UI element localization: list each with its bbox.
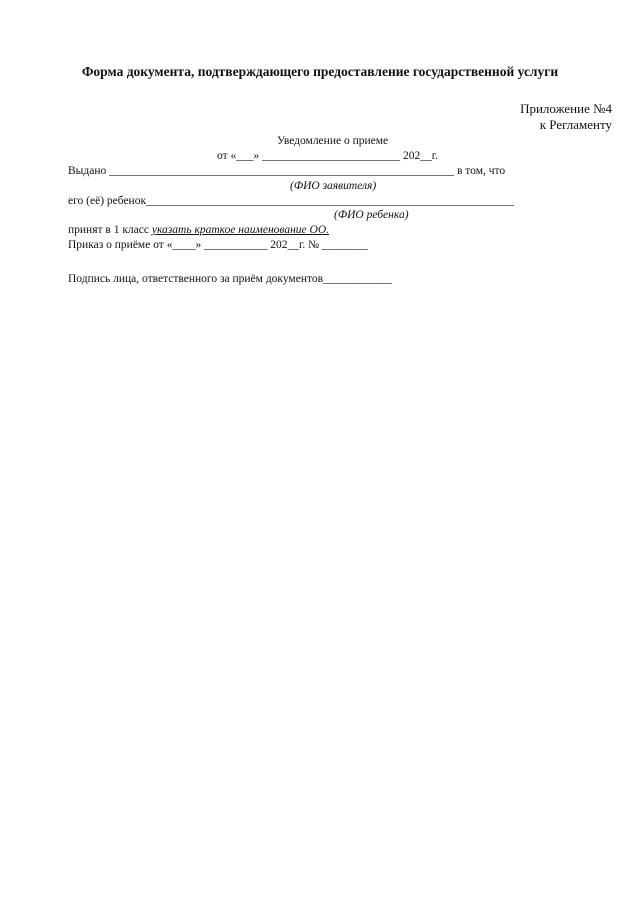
notice-date-line: от «___» ________________________ 202__г. — [217, 150, 439, 162]
applicant-name-caption: (ФИО заявителя) — [290, 180, 377, 192]
child-line: его (её) ребенок________________________________________________________________ — [68, 195, 515, 207]
child-name-caption: (ФИО ребенка) — [334, 209, 409, 221]
organization-placeholder: указать краткое наименование ОО. — [151, 224, 329, 236]
accepted-prefix: принят в 1 класс — [68, 224, 152, 236]
order-line: Приказ о приёме от «____» ___________ 202__г. № ________ — [68, 239, 368, 251]
issued-to-line: Выдано ____________________________________________________________ в том, что — [68, 165, 506, 177]
appendix-number: Приложение №4 — [520, 101, 612, 116]
accepted-line — [68, 223, 329, 237]
document-title: Форма документа, подтверждающего предоставление государственной услуги — [81, 64, 559, 79]
appendix-reference: к Регламенту — [539, 117, 612, 132]
notice-heading: Уведомление о приеме — [277, 135, 389, 147]
signature-line: Подпись лица, ответственного за приём документов____________ — [68, 273, 393, 285]
